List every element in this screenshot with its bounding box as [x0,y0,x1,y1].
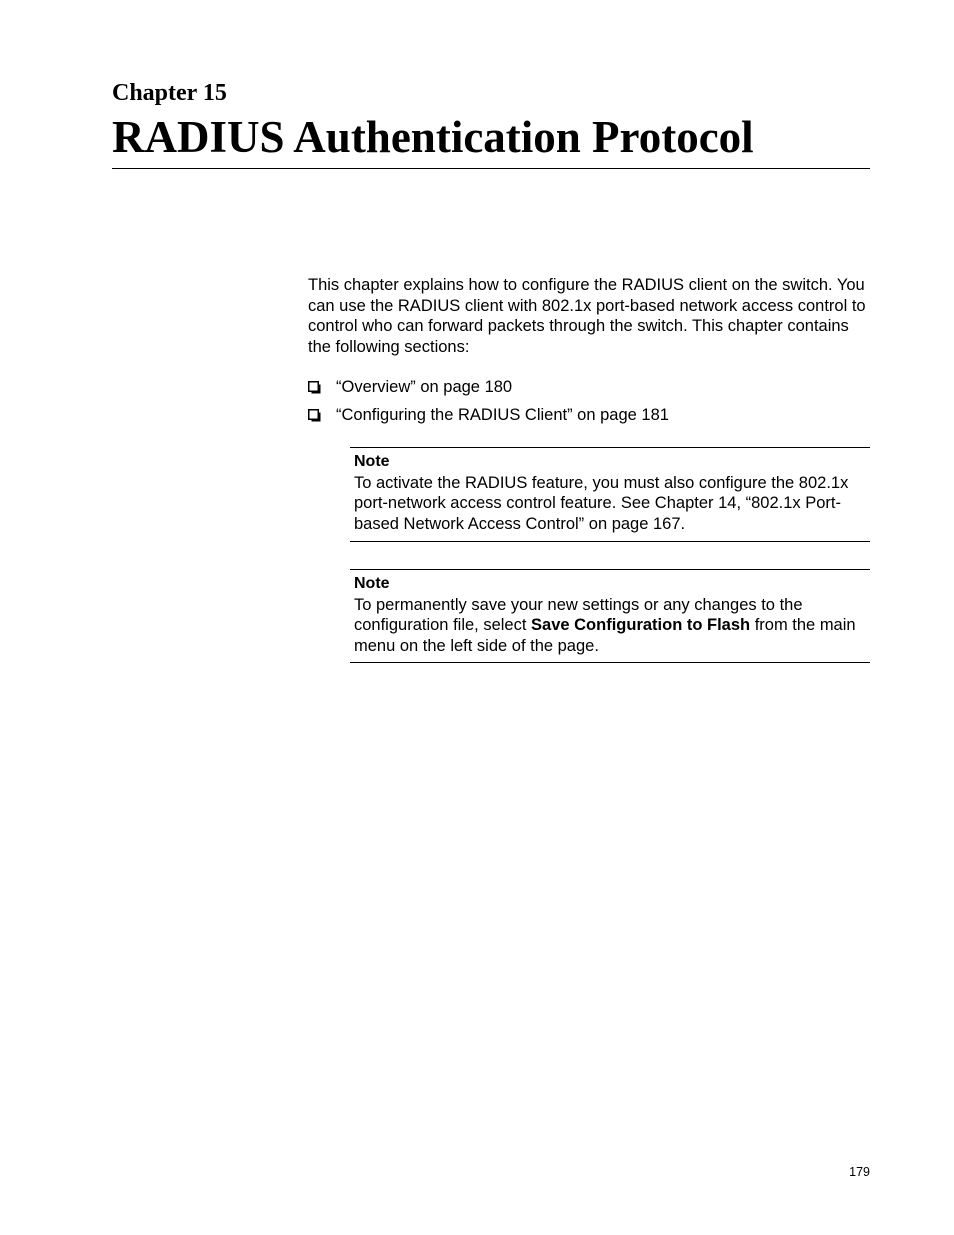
note-heading: Note [354,453,390,470]
section-list [308,373,669,429]
menu-command: Save Configuration to Flash [531,616,751,634]
list-item-label[interactable]: “Configuring the RADIUS Client” on page 181 [336,406,669,424]
note-heading: Note [354,575,390,592]
checkbox-icon [308,381,321,394]
checkbox-icon [308,409,321,422]
page-number: 179 [849,1165,870,1179]
title-divider [112,168,870,169]
note-text [354,595,870,657]
intro-paragraph: This chapter explains how to configure the RADIUS client on the switch. You can use the RADIUS client with 802.1x port-based network access control to control who can forward packets through the switch. This chapter contains the following sections: [308,276,866,356]
chapter-label: Chapter 15 [112,80,227,106]
list-item [308,373,669,401]
note-text-end: from the main menu on the left side of the page. [354,616,856,655]
list-item [308,401,669,429]
note-box [350,447,870,542]
list-item-label[interactable]: “Overview” on page 180 [336,378,513,396]
note-text-start: To permanently save your new settings or any changes to the configuration file, select [354,595,803,634]
note-text: To activate the RADIUS feature, you must also configure the 802.1x port-network access control feature. See Chapter 14, “802.1x Port-based Network Access Control” on page 167. [354,473,849,533]
page-title: RADIUS Authentication Protocol [112,112,754,162]
note-box [350,569,870,663]
